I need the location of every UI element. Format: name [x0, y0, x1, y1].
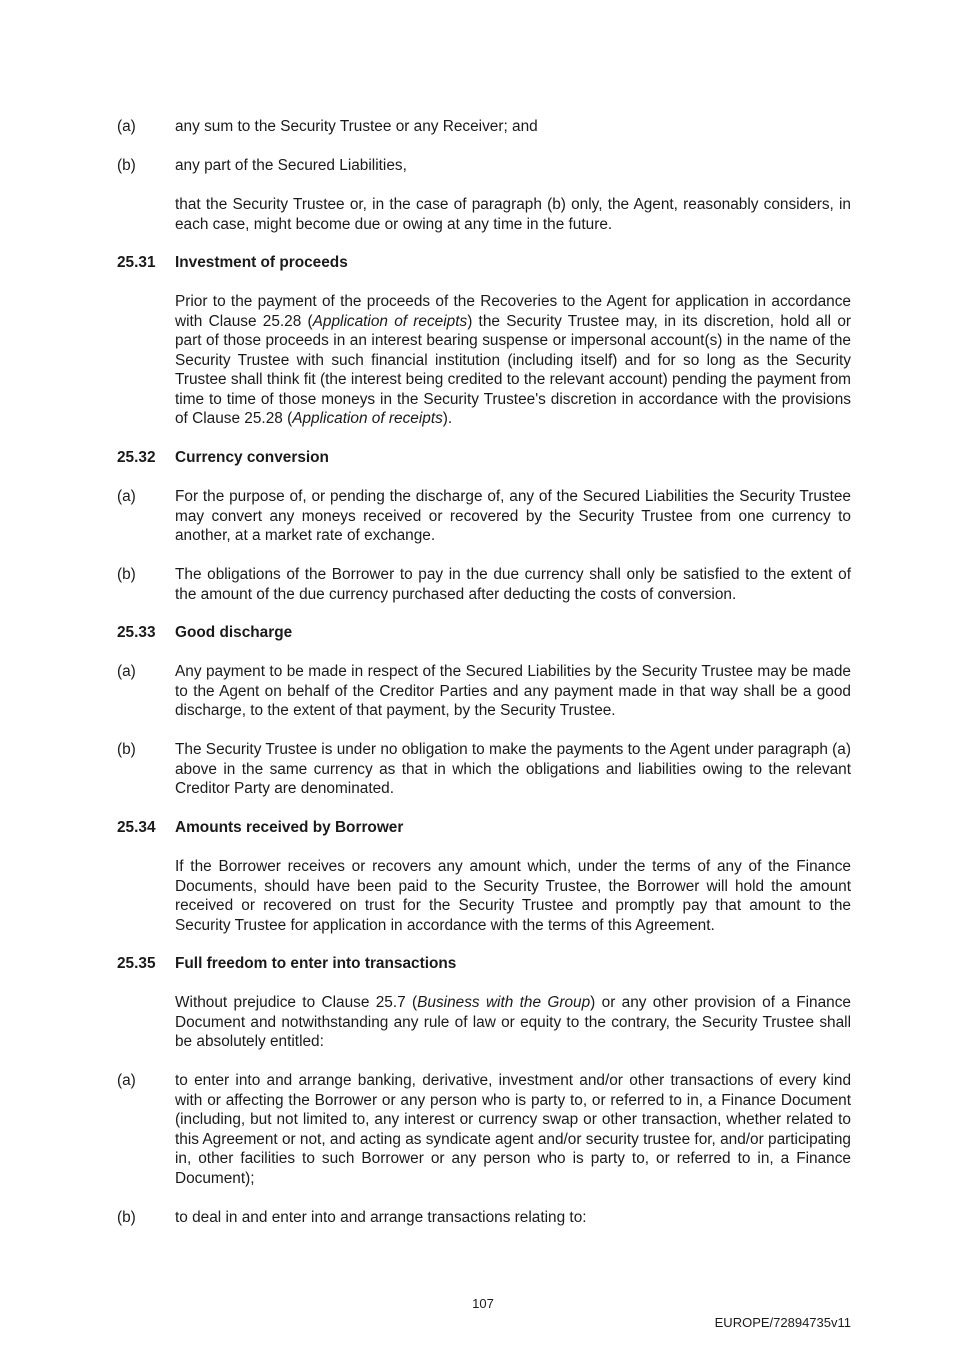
list-text: The obligations of the Borrower to pay in the due currency shall only be satisfied to the extent of the amount of the due currency purchased after deducting the costs of conversion. — [175, 566, 851, 603]
paragraph: If the Borrower receives or recovers any amount which, under the terms of any of the Finance Documents, should have been paid to the Security Trustee, the Borrower will hold the amount received or recovered on trust for the Security Trustee and promptly pay that amount to the Security Trustee for application in accordance with the terms of this Agreement. — [175, 858, 851, 934]
list-text: any sum to the Security Trustee or any Receiver; and — [175, 118, 538, 135]
section-title: Investment of proceeds — [175, 254, 348, 271]
paragraph: that the Security Trustee or, in the case of paragraph (b) only, the Agent, reasonably considers, in each case, might become due or owing at any time in the future. — [175, 196, 851, 233]
section-number: 25.33 — [117, 624, 156, 641]
list-label: (b) — [117, 741, 136, 758]
page-number: 107 — [472, 1296, 494, 1311]
list-text: For the purpose of, or pending the discharge of, any of the Secured Liabilities the Security Trustee may convert any moneys received or recovered by the Security Trustee from one currency to another, at a market rate of exchange. — [175, 488, 851, 544]
list-label: (a) — [117, 118, 136, 135]
section-number: 25.34 — [117, 819, 156, 836]
list-text: to enter into and arrange banking, derivative, investment and/or other transactions of every kind with or affecting the Borrower or any person who is party to, or referred to in, a Finance Document (including, but not limited to, any interest or currency swap or other transaction, whether related to this Agreement or not, and acting as syndicate agent and/or security trustee for, and/or participating in, other facilities to such Borrower or any person who is party to, or referred to in, a Finance Document); — [175, 1072, 851, 1187]
list-text: Any payment to be made in respect of the Secured Liabilities by the Security Trustee may be made to the Agent on behalf of the Creditor Parties and any payment made in that way shall be a good discharge, to the extent of that payment, by the Security Trustee. — [175, 663, 851, 719]
section-title: Amounts received by Borrower — [175, 819, 404, 836]
list-text: any part of the Secured Liabilities, — [175, 157, 407, 174]
list-text: The Security Trustee is under no obligation to make the payments to the Agent under paragraph (a) above in the same currency as that in which the obligations and liabilities owing to the relevant Creditor Party are denominated. — [175, 741, 851, 797]
section-number: 25.35 — [117, 955, 156, 972]
list-label: (a) — [117, 488, 136, 505]
italic-run: Business with the Group — [417, 994, 591, 1011]
paragraph — [175, 292, 851, 429]
text-run: ) the Security Trustee may, in its discretion, hold all or part of those proceeds in an interest bearing suspense or impersonal account(s) in the name of the Security Trustee with such financial institution (including itself) and for so long as the Security Trustee shall think fit (the interest being credited to the relevant account) pending the payment from time to time of those moneys in the Security Trustee's discretion in accordance with the provisions of Clause 25.28 ( — [175, 312, 852, 427]
list-label: (b) — [117, 1209, 136, 1226]
section-title: Full freedom to enter into transactions — [175, 955, 457, 972]
text-run: ) or any other provision of a Finance Document and notwithstanding any rule of law or equity to the contrary, the Security Trustee shall be absolutely entitled: — [175, 994, 851, 1050]
section-number: 25.32 — [117, 449, 156, 466]
paragraph — [175, 993, 851, 1052]
list-label: (b) — [117, 566, 136, 583]
list-label: (a) — [117, 1072, 136, 1089]
italic-run: Application of receipts — [312, 312, 468, 330]
text-run: Prior to the payment of the proceeds of the Recoveries to the Agent for application in accordance with Clause 25.28 ( — [175, 293, 851, 330]
text-run: ). — [442, 410, 453, 427]
section-number: 25.31 — [117, 254, 156, 271]
italic-run: Application of receipts — [292, 410, 443, 427]
document-reference: EUROPE/72894735v11 — [714, 1315, 851, 1330]
text-run: Without prejudice to Clause 25.7 ( — [175, 994, 418, 1011]
section-title: Currency conversion — [175, 449, 329, 466]
list-label: (b) — [117, 157, 136, 174]
section-title: Good discharge — [175, 624, 293, 641]
list-label: (a) — [117, 663, 136, 680]
list-text: to deal in and enter into and arrange transactions relating to: — [175, 1209, 587, 1226]
